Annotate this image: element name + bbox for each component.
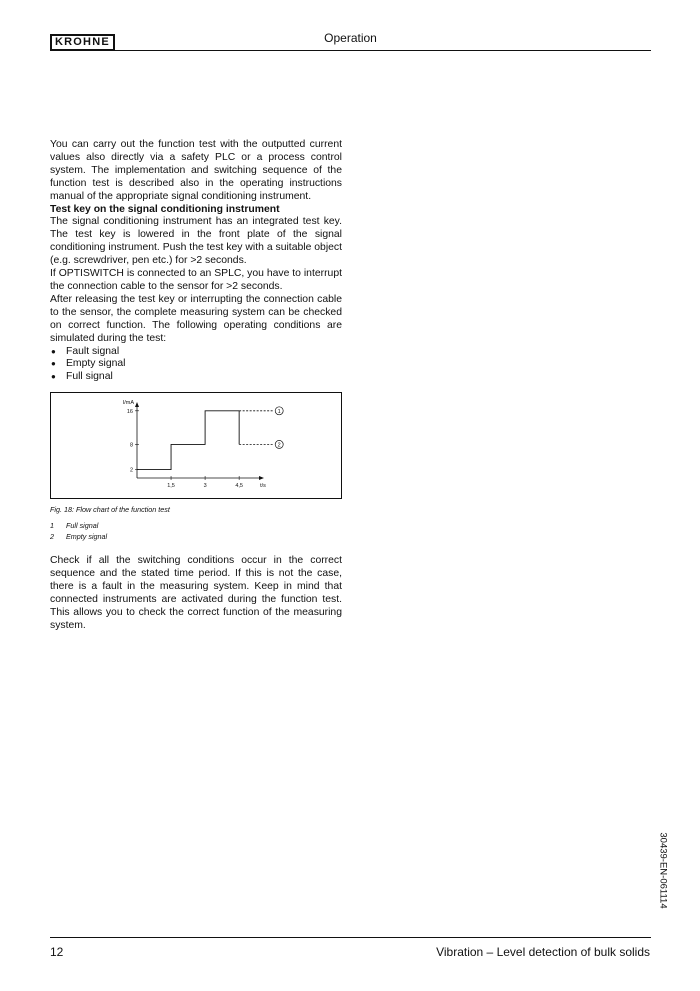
x-axis-label: t/s — [260, 483, 266, 489]
signal-step-line — [137, 411, 239, 470]
document-code-text: 30439-EN-061114 — [657, 832, 669, 909]
paragraph-test-key: The signal conditioning instrument has an integrated test key. The test key is lowered in the front plate of the signal conditioning instrument. Push the test key with a suitable object (e.g. screwdriver, pen etc.) for >2 seconds. — [50, 216, 342, 267]
legend-label: Full signal — [66, 521, 99, 530]
x-tick-label: 3 — [203, 483, 207, 489]
y-tick-label: 16 — [126, 408, 133, 415]
figure-caption: Fig. 18: Flow chart of the function test — [50, 505, 170, 514]
footer-rule — [50, 937, 651, 938]
x-tick-label: 1,5 — [167, 483, 175, 489]
marker-number: 2 — [277, 442, 281, 449]
paragraph-conditions: After releasing the test key or interrupting the connection cable to the sensor, the complete measuring system can be checked on correct function. The following operating conditions are simulated during the test: — [50, 293, 342, 344]
list-item-empty: ● Empty signal — [50, 358, 342, 371]
condition-list — [50, 346, 342, 385]
figure-legend — [50, 521, 107, 542]
paragraph-splc: If OPTISWITCH is connected to an SPLC, you have to interrupt the connection cable to the sensor for >2 seconds. — [50, 268, 342, 292]
footer-title: Vibration – Level detection of bulk solids — [436, 945, 650, 959]
y-axis-label: I/mA — [122, 400, 134, 406]
y-tick-label: 2 — [129, 467, 133, 474]
y-axis-arrow — [135, 402, 139, 407]
body-text-column — [50, 139, 342, 384]
check-paragraph: Check if all the switching conditions occur in the correct sequence and the stated time period. If this is not the case, there is a fault in the measuring system. Keep in mind that connected instruments are activated during the function test. This allows you to check the correct function of the measuring system. — [50, 555, 342, 631]
section-title: Operation — [324, 31, 377, 45]
list-item-full: ● Full signal — [50, 371, 342, 384]
flow-chart-figure — [50, 392, 342, 499]
list-item-fault: ● Fault signal — [50, 346, 342, 359]
x-axis-arrow — [259, 476, 264, 480]
page-number: 12 — [50, 945, 64, 959]
legend-label: Empty signal — [66, 531, 108, 541]
marker-number: 1 — [277, 408, 281, 415]
header-rule — [50, 50, 651, 51]
page-header — [50, 30, 651, 52]
krohne-logo: KROHNE — [50, 34, 115, 51]
legend-item-full — [50, 521, 107, 532]
flow-chart — [51, 393, 343, 500]
y-tick-label: 8 — [129, 442, 133, 449]
legend-number: 2 — [50, 531, 54, 541]
intro-paragraph: You can carry out the function test with the outputted current values also directly via a safety PLC or a process control system. The implementation and switching sequence of the function test is described also in the operating instructions manual of the appropriate signal conditioning instrument. — [50, 139, 342, 202]
x-tick-label: 4,5 — [235, 483, 243, 489]
document-code — [652, 833, 674, 913]
legend-item-empty — [50, 532, 107, 543]
legend-number: 1 — [50, 521, 54, 530]
section-heading: Test key on the signal conditioning instrument — [50, 203, 280, 215]
